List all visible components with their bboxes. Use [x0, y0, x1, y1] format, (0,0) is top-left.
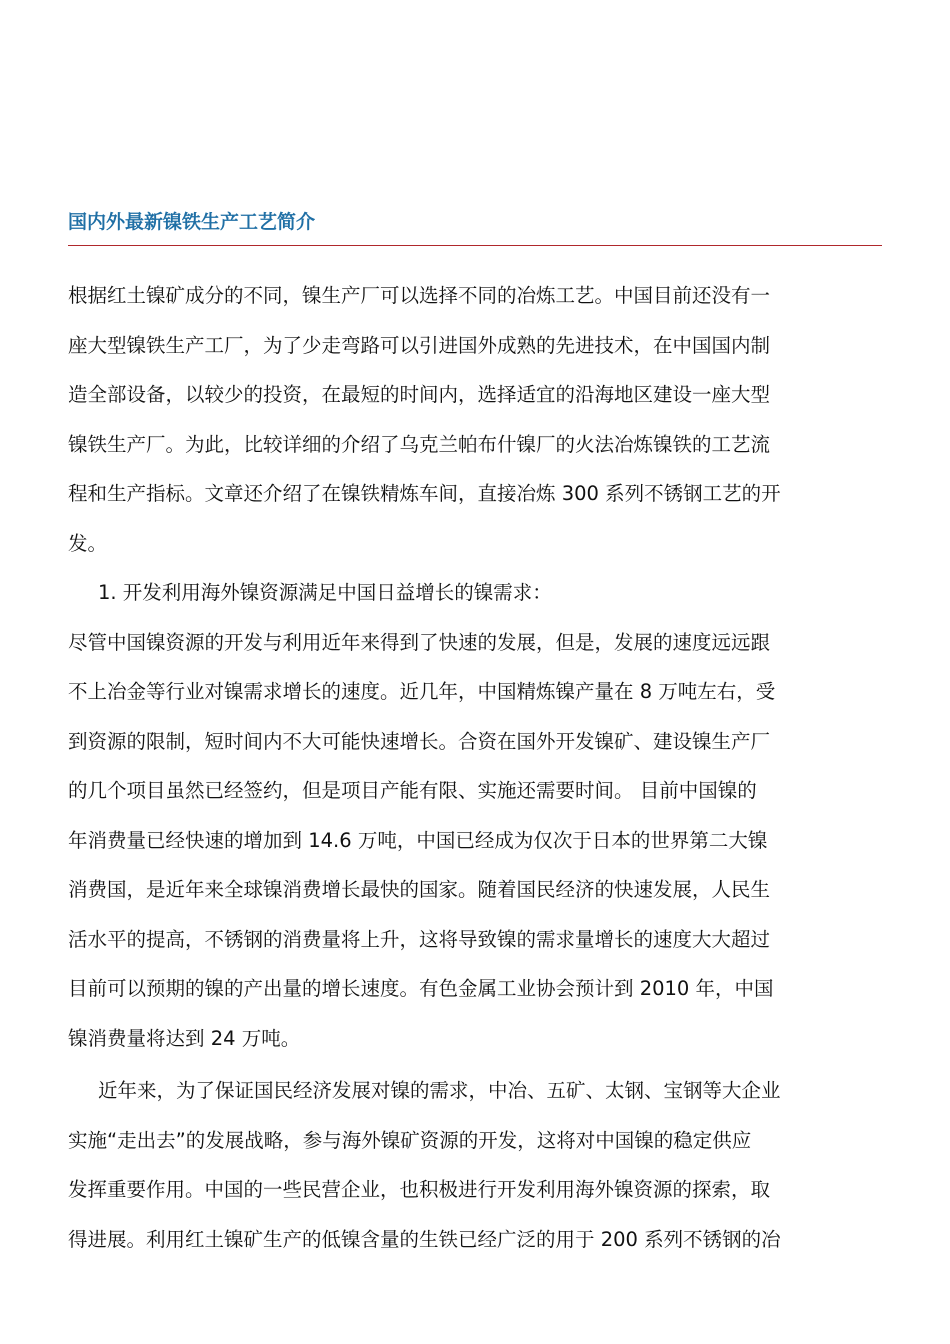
intro-line: 造全部设备，以较少的投资，在最短的时间内，选择适宜的沿海地区建设一座大型	[68, 383, 771, 406]
intro-line: 座大型镍铁生产工厂，为了少走弯路可以引进国外成熟的先进技术，在中国国内制	[68, 333, 771, 357]
document-title: 国内外最新镍铁生产工艺简介	[68, 211, 316, 233]
section-1-line: 消费国，是近年来全球镍消费增长最快的国家。随着国民经济的快速发展，人民生	[68, 878, 771, 901]
intro-line: 发。	[68, 531, 108, 555]
section-2-line: 得进展。利用红土镍矿生产的低镍含量的生铁已经广泛的用于 200 系列不锈钢的冶	[68, 1227, 781, 1251]
section-2-paragraph	[68, 1066, 882, 1264]
intro-line: 镍铁生产厂。为此，比较详细的介绍了乌克兰帕布什镍厂的火法冶炼镍铁的工艺流	[68, 432, 771, 456]
section-2-line: 实施“走出去”的发展战略，参与海外镍矿资源的开发，这将对中国镍的稳定供应	[68, 1128, 752, 1152]
section-1-line: 不上冶金等行业对镍需求增长的速度。近几年，中国精炼镍产量在 8 万吨左右，受	[68, 680, 776, 703]
title-divider	[68, 245, 882, 246]
section-1-line: 年消费量已经快速的增加到 14.6 万吨，中国已经成为仅次于日本的世界第二大镍	[68, 828, 768, 852]
section-1-line: 活水平的提高，不锈钢的消费量将上升，这将导致镍的需求量增长的速度大大超过	[68, 927, 771, 951]
section-1-line: 尽管中国镍资源的开发与利用近年来得到了快速的发展，但是，发展的速度远远跟	[68, 630, 771, 654]
intro-paragraph	[68, 271, 882, 568]
intro-line: 程和生产指标。文章还介绍了在镍铁精炼车间，直接冶炼 300 系列不锈钢工艺的开	[68, 482, 781, 505]
section-1	[68, 568, 882, 1063]
section-1-line: 镍消费量将达到 24 万吨。	[68, 1026, 301, 1050]
section-1-line: 到资源的限制，短时间内不大可能快速增长。合资在国外开发镍矿、建设镍生产厂	[68, 729, 771, 753]
intro-line: 根据红土镍矿成分的不同，镍生产厂可以选择不同的冶炼工艺。中国目前还没有一	[68, 284, 771, 307]
section-1-line: 的几个项目虽然已经签约，但是项目产能有限、实施还需要时间。 目前中国镍的	[68, 779, 757, 802]
section-2-line: 近年来，为了保证国民经济发展对镍的需求，中冶、五矿、太钢、宝钢等大企业	[98, 1079, 781, 1102]
section-2-line: 发挥重要作用。中国的一些民营企业，也积极进行开发利用海外镍资源的探索，取	[68, 1178, 771, 1201]
section-1-heading: 1. 开发利用海外镍资源满足中国日益增长的镍需求：	[98, 581, 552, 604]
section-1-line: 目前可以预期的镍的产出量的增长速度。有色金属工业协会预计到 2010 年，中国	[68, 977, 774, 1000]
